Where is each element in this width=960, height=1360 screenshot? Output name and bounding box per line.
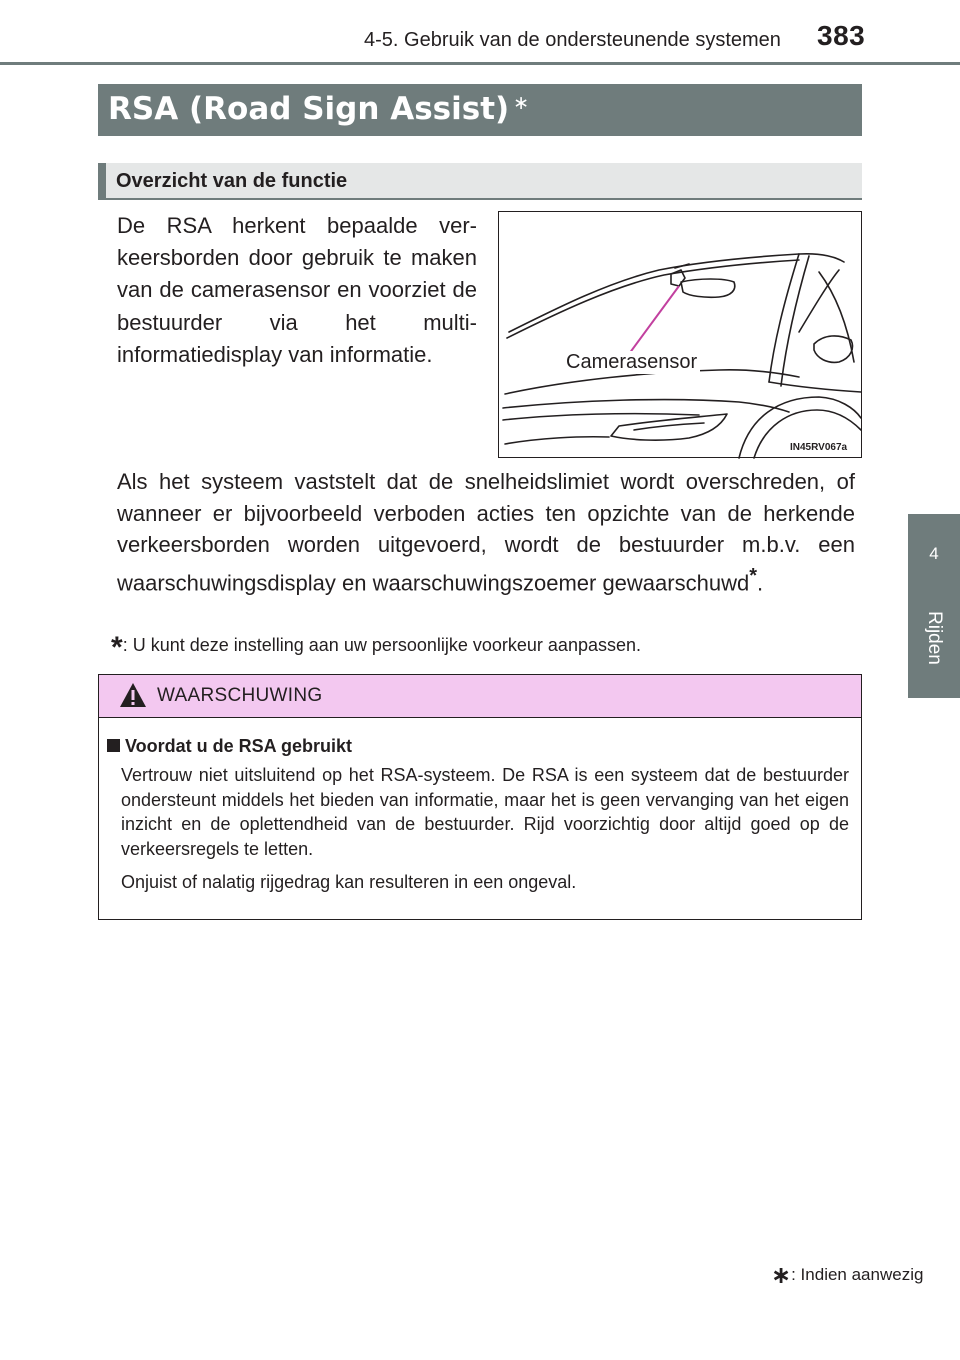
setting-note: [111, 625, 641, 664]
warning-title: WAARSCHUWING: [157, 685, 323, 706]
body-asterisk: *: [749, 564, 757, 587]
warning-paragraph-2: Onjuist of nalatig rijgedrag kan resulteren in een ongeval.: [121, 872, 577, 892]
subsection-bar: [98, 163, 862, 200]
warning-triangle-icon: [119, 682, 147, 708]
running-head: 4-5. Gebruik van de ondersteunende systemen: [364, 29, 781, 51]
note-asterisk: *: [111, 631, 123, 664]
warning-header: [99, 675, 861, 718]
page-number: 383: [817, 20, 866, 51]
note-text: : U kunt deze instelling aan uw persoonlijke voorkeur aanpassen.: [122, 635, 641, 655]
chapter-tab: [908, 514, 960, 698]
footnote-text: : Indien aanwezig: [791, 1265, 924, 1284]
camera-sensor-figure: [498, 211, 862, 458]
chapter-label: Rijden: [924, 611, 945, 665]
body-text-end: .: [757, 569, 764, 595]
body-paragraph: [117, 466, 855, 598]
warning-bullet-title: Voordat u de RSA gebruikt: [125, 736, 353, 756]
warning-box: [98, 674, 862, 920]
car-windshield-illustration: [499, 212, 863, 459]
subsection-title: Overzicht van de functie: [116, 170, 348, 192]
figure-code: IN45RV067a: [790, 442, 848, 453]
availability-footnote: [771, 1258, 923, 1287]
section-title: RSA (Road Sign Assist): [108, 91, 510, 127]
camera-sensor-label: Camerasensor: [563, 351, 700, 374]
warning-paragraph-1: Vertrouw niet uitsluitend op het RSA-systeem. De RSA is een systeem dat de bestuurder ondersteunt middels het bieden van informatie, maar het is geen vervanging van het eigen inzicht en de oplettendheid van de bestuurder. Rijd voorzichtig door altijd goed op de verkeersregels te letten.: [121, 765, 849, 859]
warning-bullet-heading: [107, 736, 352, 757]
chapter-number: 4: [929, 544, 939, 563]
section-title-bar: [98, 84, 862, 136]
bullet-square-icon: [107, 739, 120, 752]
footnote-marker: ∗: [771, 1262, 792, 1289]
subsection-accent: [98, 163, 106, 200]
header-divider: [0, 62, 960, 65]
intro-paragraph: De RSA herkent bepaalde verkeersborden door gebruik te maken van de camerasensor en voorziet de bestuurder via het multi-informatiedisplay van informatie.: [117, 213, 477, 367]
title-marker: ∗: [513, 92, 530, 114]
body-text: Als het systeem vaststelt dat de snelheidslimiet wordt overschreden, of wanneer er bijvoorbeeld verboden acties ten opzichte van de herkende verkeersborden worden uitgevoerd, wordt de bestuurder m.b.v. een waarschuwingsdisplay en waarschuwingszoemer gewaarschuwd: [117, 469, 855, 595]
